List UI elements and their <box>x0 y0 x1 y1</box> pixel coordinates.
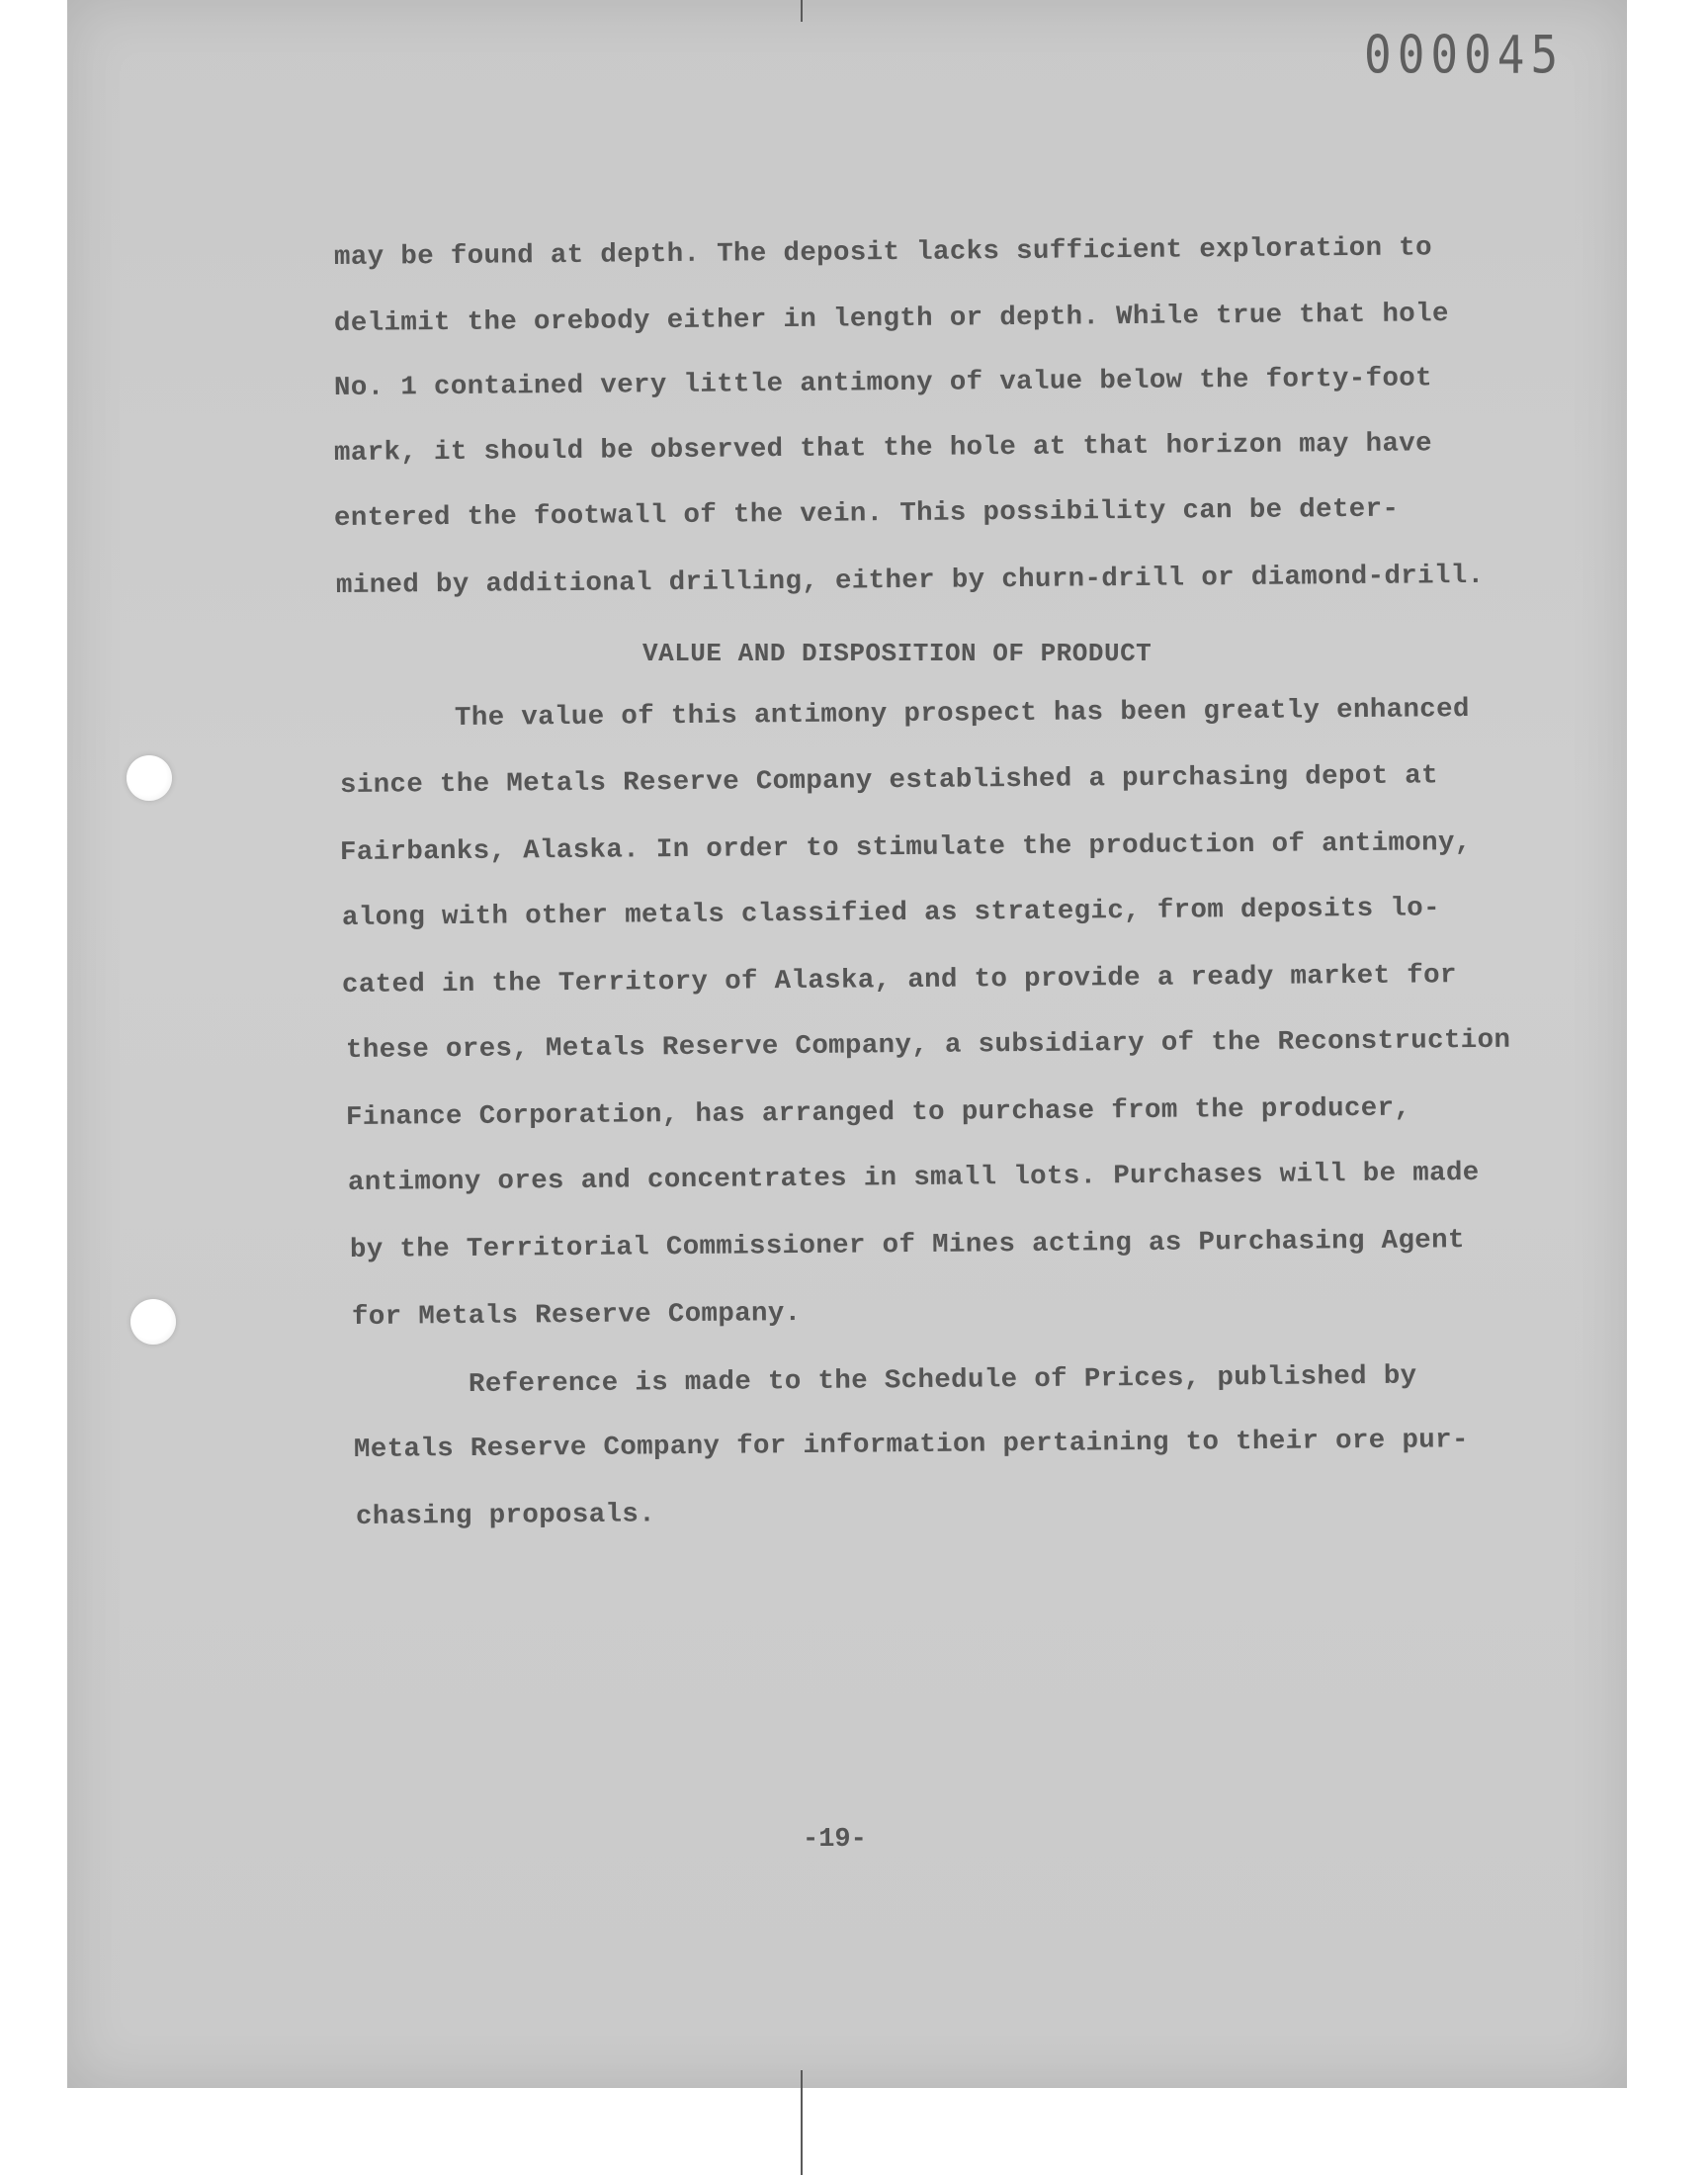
paragraph-2-line: for Metals Reserve Company. <box>351 1299 802 1333</box>
paragraph-2-line: Fairbanks, Alaska. In order to stimulate the production of antimony, <box>339 828 1472 868</box>
punch-hole <box>130 1299 176 1345</box>
binding-line-bottom <box>801 2070 803 2175</box>
paragraph-1-line: may be found at depth. The deposit lacks sufficient exploration to <box>333 233 1433 273</box>
binding-line-top <box>801 0 803 22</box>
paragraph-2-line: since the Metals Reserve Company established a purchasing depot at <box>339 761 1439 801</box>
paragraph-3-line: chasing proposals. <box>355 1500 656 1532</box>
paragraph-1-line: entered the footwall of the vein. This possibility can be deter- <box>333 494 1400 534</box>
paragraph-1-line: No. 1 contained very little antimony of value below the forty-foot <box>333 364 1433 403</box>
paragraph-3-line: Metals Reserve Company for information pertaining to their ore pur- <box>353 1426 1469 1465</box>
section-heading: VALUE AND DISPOSITION OF PRODUCT <box>642 639 1153 668</box>
paragraph-2-line: cated in the Territory of Alaska, and to provide a ready market for <box>341 961 1457 1000</box>
paragraph-2-line: The value of this antimony prospect has been greatly enhanced <box>454 695 1470 734</box>
paragraph-2-line: antimony ores and concentrates in small lots. Purchases will be made <box>347 1159 1480 1198</box>
paragraph-1-line: mined by additional drilling, either by churn-drill or diamond-drill. <box>335 561 1485 601</box>
paragraph-2-line: Finance Corporation, has arranged to purchase from the producer, <box>345 1093 1411 1133</box>
paragraph-2-line: these ores, Metals Reserve Company, a subsidiary of the Reconstruction <box>345 1025 1511 1066</box>
document-stamp-number: 000045 <box>1364 23 1565 86</box>
paragraph-2-line: along with other metals classified as strategic, from deposits lo- <box>341 894 1441 933</box>
paragraph-1-line: mark, it should be observed that the hole at that horizon may have <box>333 429 1433 469</box>
punch-hole <box>127 755 172 801</box>
page-number: -19- <box>803 1825 867 1855</box>
paragraph-2-line: by the Territorial Commissioner of Mines acting as Purchasing Agent <box>349 1226 1465 1265</box>
paragraph-1-line: delimit the orebody either in length or depth. While true that hole <box>333 300 1449 339</box>
paragraph-3-line: Reference is made to the Schedule of Prices, published by <box>468 1361 1417 1400</box>
